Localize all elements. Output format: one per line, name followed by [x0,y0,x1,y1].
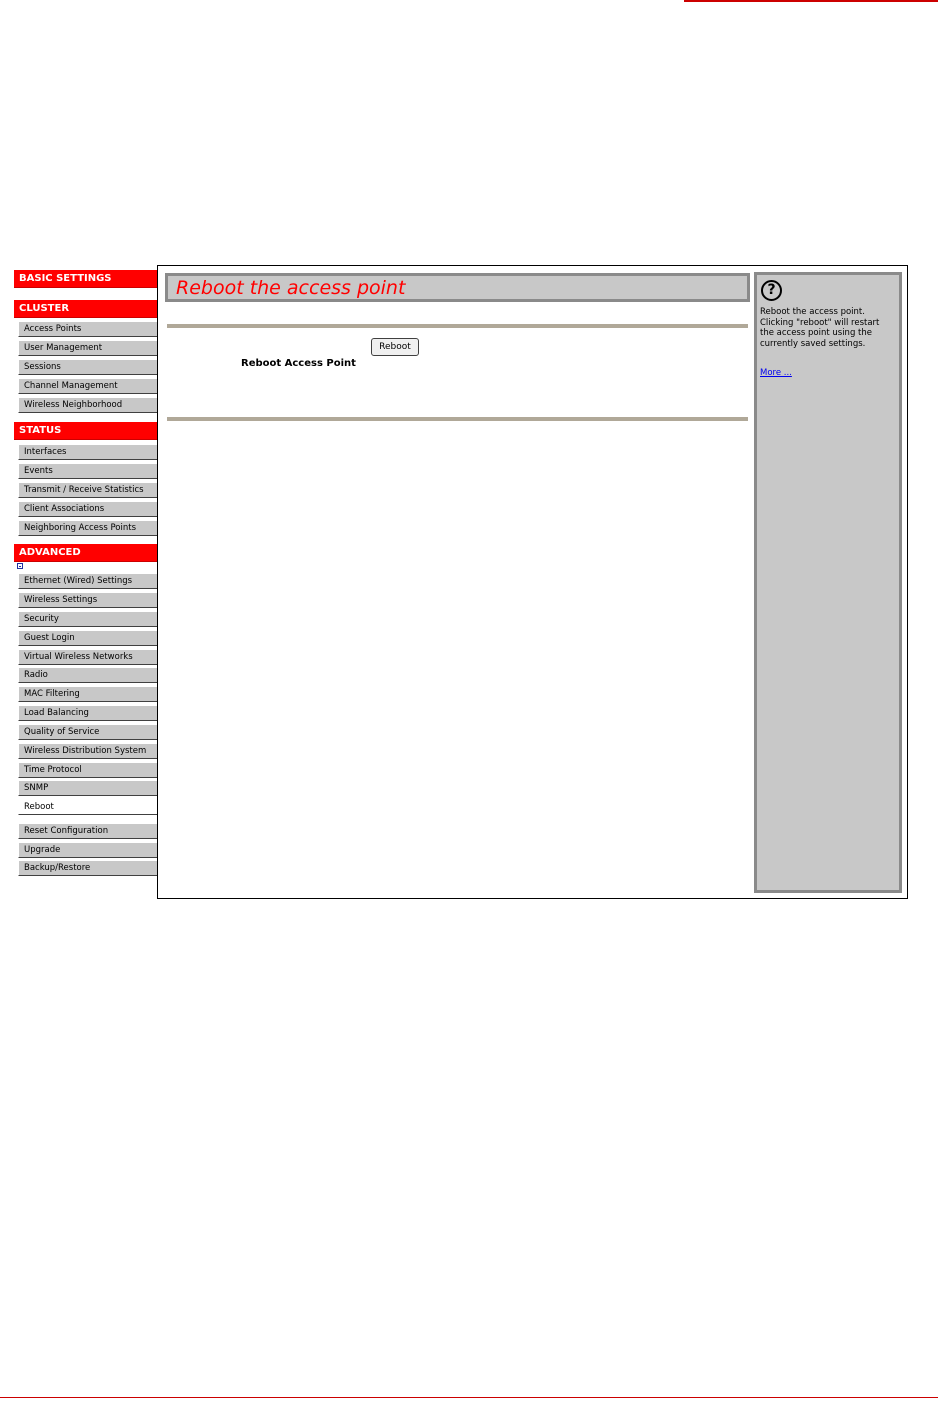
sidebar-item-load-balancing[interactable]: Load Balancing [18,705,158,721]
sidebar-item-client-associations[interactable]: Client Associations [18,501,158,517]
reboot-button[interactable]: Reboot [371,338,419,356]
sidebar-item-backup-restore[interactable]: Backup/Restore [18,860,158,876]
bottom-rule [0,1397,938,1398]
page-title: Reboot the access point [176,277,406,299]
sidebar-item-ethernet-wired-settings[interactable]: Ethernet (Wired) Settings [18,573,158,589]
sidebar-item-wireless-settings[interactable]: Wireless Settings [18,592,158,608]
reboot-access-point-label: Reboot Access Point [241,358,356,369]
sidebar-item-guest-login[interactable]: Guest Login [18,630,158,646]
collapse-minus-icon[interactable] [17,563,23,569]
section-divider-bottom [167,417,748,421]
top-rule [684,0,938,2]
sidebar-item-sessions[interactable]: Sessions [18,359,158,375]
sidebar-item-channel-management[interactable]: Channel Management [18,378,158,394]
sidebar-item-time-protocol[interactable]: Time Protocol [18,762,158,778]
sidebar-item-virtual-wireless-networks[interactable]: Virtual Wireless Networks [18,649,158,665]
sidebar-item-events[interactable]: Events [18,463,158,479]
sidebar-header-cluster[interactable]: CLUSTER [14,300,158,318]
section-divider-top [167,324,748,328]
sidebar-item-transmit-receive-statistics[interactable]: Transmit / Receive Statistics [18,482,158,498]
help-more-link[interactable]: More ... [760,368,792,378]
sidebar-item-user-management[interactable]: User Management [18,340,158,356]
content-frame [157,265,908,899]
sidebar-item-snmp[interactable]: SNMP [18,780,158,796]
sidebar-item-mac-filtering[interactable]: MAC Filtering [18,686,158,702]
title-bar [165,273,750,302]
help-panel [754,272,902,893]
sidebar-item-security[interactable]: Security [18,611,158,627]
sidebar-item-interfaces[interactable]: Interfaces [18,444,158,460]
sidebar-header-status[interactable]: STATUS [14,422,158,440]
sidebar-item-neighboring-access-points[interactable]: Neighboring Access Points [18,520,158,536]
sidebar-item-access-points[interactable]: Access Points [18,321,158,337]
sidebar-item-wireless-distribution-system[interactable]: Wireless Distribution System [18,743,158,759]
sidebar-item-upgrade[interactable]: Upgrade [18,842,158,858]
help-text: Reboot the access point. Clicking "reboot" will restart the access point using the currently saved settings. [760,307,880,349]
sidebar-item-wireless-neighborhood[interactable]: Wireless Neighborhood [18,397,158,413]
sidebar-item-radio[interactable]: Radio [18,667,158,683]
sidebar-header-basic-settings[interactable]: BASIC SETTINGS [14,270,158,288]
question-mark-icon: ? [761,280,782,301]
sidebar-item-reset-configuration[interactable]: Reset Configuration [18,823,158,839]
sidebar-header-advanced[interactable]: ADVANCED [14,544,158,562]
sidebar-item-reboot[interactable]: Reboot [18,799,158,815]
sidebar-item-quality-of-service[interactable]: Quality of Service [18,724,158,740]
